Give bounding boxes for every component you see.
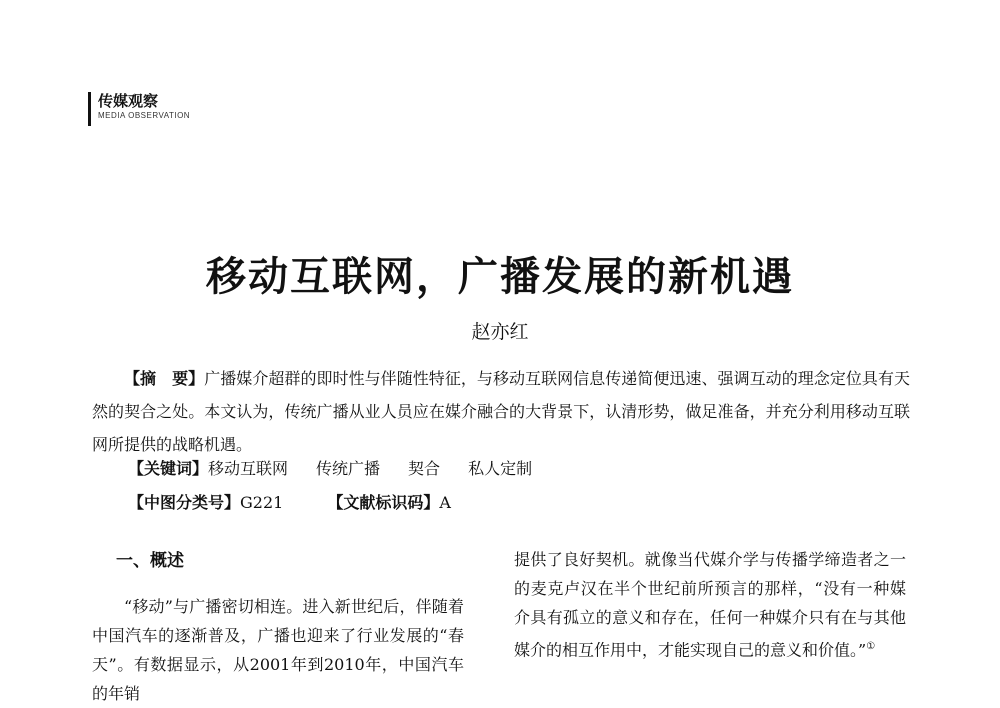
keyword-item: 移动互联网 xyxy=(208,459,289,478)
keyword-item: 私人定制 xyxy=(468,459,533,478)
keyword-item: 契合 xyxy=(408,459,441,478)
left-column xyxy=(92,548,464,708)
footnote-marker: ① xyxy=(866,641,876,652)
column-name: 传媒观察 xyxy=(98,92,159,110)
abstract-paragraph xyxy=(92,362,910,461)
abstract-label: 【摘 要】 xyxy=(124,369,205,388)
right-column xyxy=(514,545,906,664)
doc-code-label: 【文献标识码】 xyxy=(327,493,440,512)
clc-label: 【中图分类号】 xyxy=(128,493,241,512)
clc-value: G221 xyxy=(240,493,284,512)
keyword-item: 传统广播 xyxy=(316,459,381,478)
column-name-english: MEDIA OBSERVATION xyxy=(98,111,191,120)
keywords-label: 【关键词】 xyxy=(128,459,209,478)
body-paragraph-text: 提供了良好契机。就像当代媒介学与传播学缔造者之一的麦克卢汉在半个世纪前所预言的那样，“没有一种媒介具有孤立的意义和存在，任何一种媒介只有在与其他媒介的相互作用中，才能实现自己的意义和价值。” xyxy=(514,550,906,660)
keywords-line xyxy=(128,458,560,480)
column-header xyxy=(88,92,190,126)
article-author: 赵亦红 xyxy=(471,321,529,343)
abstract xyxy=(92,362,910,461)
section-heading: 一、概述 xyxy=(116,551,184,571)
body-paragraph: “移动”与广播密切相连。进入新世纪后，伴随着中国汽车的逐渐普及，广播也迎来了行业发展的“春天”。有数据显示，从2001年到2010年，中国汽车的年销 xyxy=(92,597,464,703)
classification-line xyxy=(128,492,451,514)
doc-code-value: A xyxy=(439,493,451,512)
article-title: 移动互联网，广播发展的新机遇 xyxy=(206,254,794,300)
abstract-text: 广播媒介超群的即时性与伴随性特征，与移动互联网信息传递简便迅速、强调互动的理念定位具有天然的契合之处。本文认为，传统广播从业人员应在媒介融合的大背景下，认清形势，做足准备，并充分利用移动互联网所提供的战略机遇。 xyxy=(92,369,910,454)
body-paragraph xyxy=(514,545,906,664)
